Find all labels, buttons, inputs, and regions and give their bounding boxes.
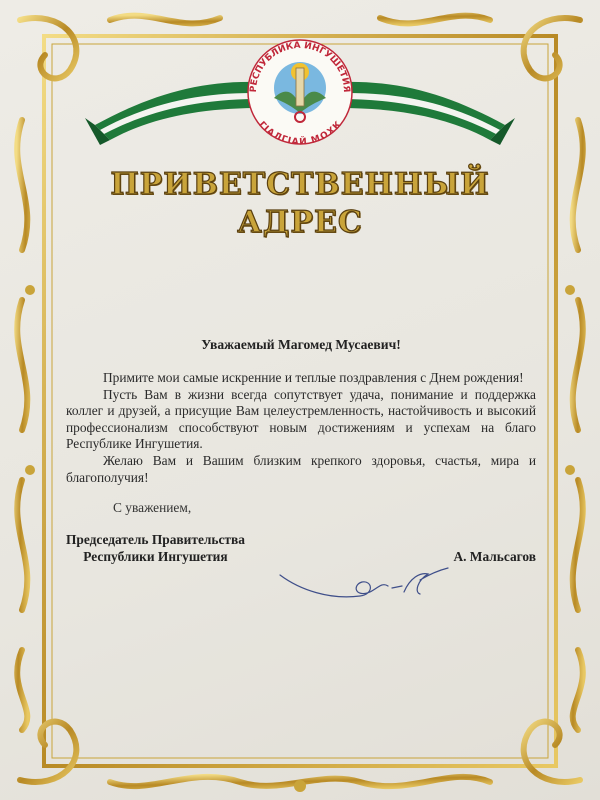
emblem-bottom-text: ГIАЛГIАЙ МОХК xyxy=(256,119,344,148)
document-title-line1: ПРИВЕТСТВЕННЫЙ xyxy=(110,167,490,202)
signatory-role-line2: Республики Ингушетия xyxy=(83,548,228,564)
emblem-top-text: РЕСПУБЛИКА ИНГУШЕТИЯ xyxy=(248,40,352,93)
signatory-role-line1: Председатель Правительства xyxy=(66,531,245,547)
signatory-name: А. Мальсагов xyxy=(453,548,536,564)
document-title-line2: АДРЕС xyxy=(237,205,363,240)
paragraph: Пусть Вам в жизни всегда сопутствует удача, понимание и поддержка коллег и друзей, а присущие Вам целеустремленность, настойчивость и высокий профессионализм способствуют новым достижениям и успехам на благо Республике Ингушетия. xyxy=(66,386,536,452)
salutation: Уважаемый Магомед Мусаевич! xyxy=(201,337,401,352)
closing: С уважением, xyxy=(113,500,192,516)
paragraph: Примите мои самые искренние и теплые поздравления с Днем рождения! xyxy=(103,370,524,385)
paragraph: Желаю Вам и Вашим близким крепкого здоровья, счастья, мира и благополучия! xyxy=(66,452,536,485)
